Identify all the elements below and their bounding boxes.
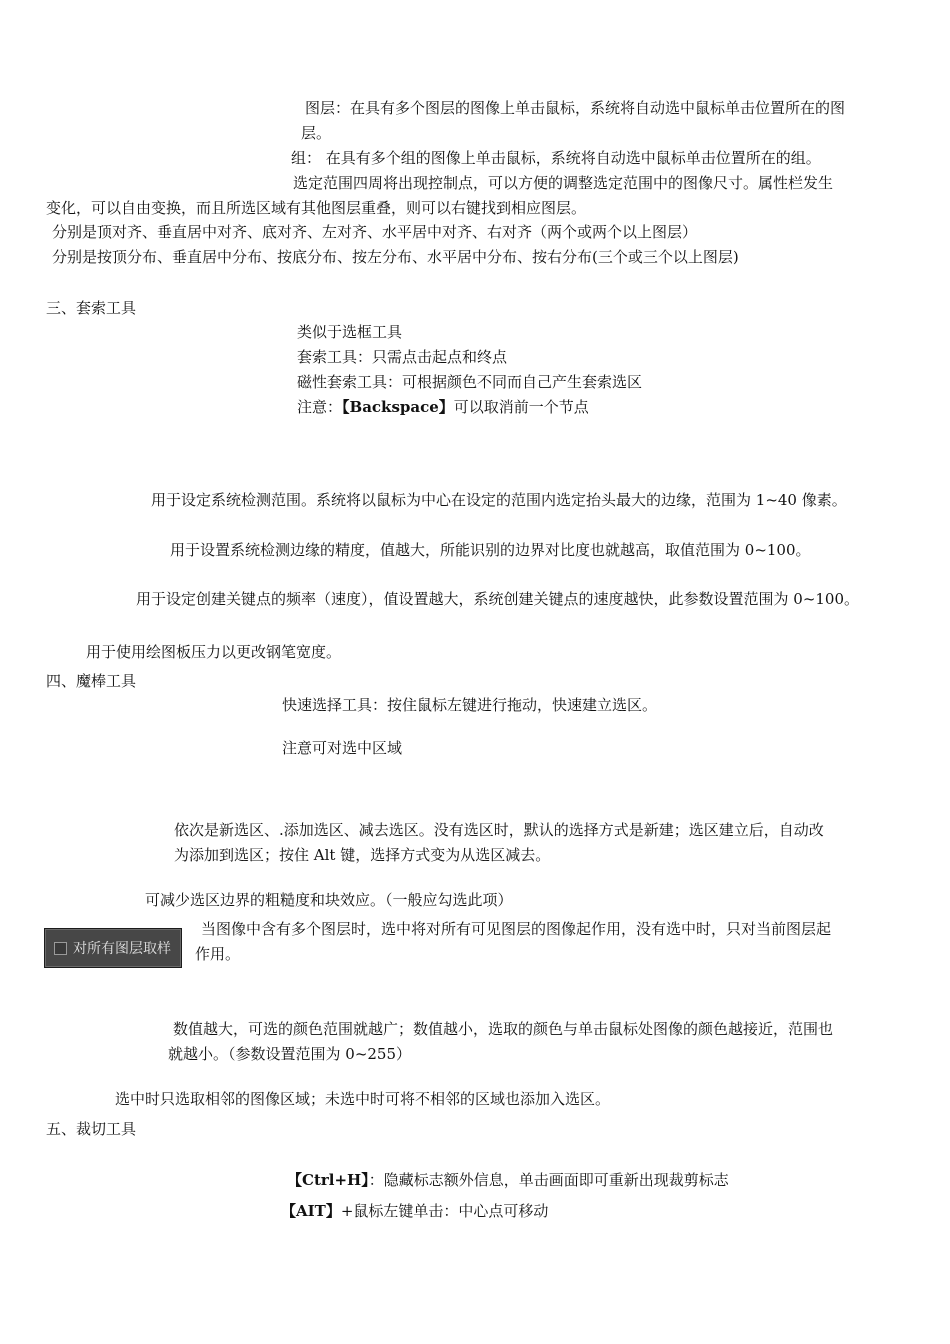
alt-key: 【AIT】 xyxy=(281,1202,341,1220)
alt-description: +鼠标左键单击：中心点可移动 xyxy=(340,1202,549,1220)
width-description: 用于设定系统检测范围。系统将以鼠标为中心在设定的范围内选定抬头最大的边缘，范围为 1~40 像素。 xyxy=(151,491,847,509)
transform-controls-text-line1: 选定范围四周将出现控制点，可以方便的调整选定范围中的图像尺寸。属性栏发生 xyxy=(293,174,834,192)
lasso-section-heading: 三、套索工具 xyxy=(46,299,137,317)
backspace-note-suffix: 可以取消前一个节点 xyxy=(453,398,589,416)
sample-all-layers-checkbox[interactable] xyxy=(44,928,182,968)
transform-controls-text-line2: 变化，可以自由变换，而且所选区域有其他图层重叠，则可以右键找到相应图层。 xyxy=(46,199,587,217)
sample-all-layers-text-line2: 作用。 xyxy=(195,945,241,963)
backspace-note xyxy=(297,397,589,417)
lasso-similar-text: 类似于选框工具 xyxy=(297,323,403,341)
ctrl-h-shortcut-text xyxy=(287,1170,729,1190)
magic-wand-section-heading: 四、魔棒工具 xyxy=(46,672,137,690)
ctrl-h-description: ：隐藏标志额外信息，单击画面即可重新出现裁剪标志 xyxy=(368,1171,729,1189)
backspace-key: 【Backspace】 xyxy=(342,398,454,416)
group-option-text: 组： 在具有多个组的图像上单击鼠标，系统将自动选中鼠标单击位置所在的组。 xyxy=(291,149,821,167)
align-options-text: 分别是顶对齐、垂直居中对齐、底对齐、左对齐、水平居中对齐、右对齐（两个或两个以上图层） xyxy=(52,223,698,241)
distribute-options-text: 分别是按顶分布、垂直居中分布、按底分布、按左分布、水平居中分布、按右分布(三个或三个以上图层) xyxy=(52,248,739,266)
sample-all-layers-label: 对所有图层取样 xyxy=(73,941,171,957)
layer-option-text-line1: 图层：在具有多个图层的图像上单击鼠标，系统将自动选中鼠标单击位置所在的图 xyxy=(305,99,846,117)
ctrl-h-key: 【Ctrl+H】 xyxy=(287,1171,369,1189)
backspace-note-prefix: 注意： xyxy=(297,398,343,416)
selection-modes-text-line1: 依次是新选区、.添加选区、减去选区。没有选区时，默认的选择方式是新建；选区建立后，自动改 xyxy=(174,821,824,839)
tolerance-description-line1: 数值越大，可选的颜色范围就越广；数值越小，选取的颜色与单击鼠标处图像的颜色越接近，范围也 xyxy=(173,1020,834,1038)
tolerance-description-line2: 就越小。（参数设置范围为 0~255） xyxy=(168,1045,412,1063)
selection-modes-text-line2: 为添加到选区；按住 Alt 键，选择方式变为从选区减去。 xyxy=(174,846,551,864)
quick-selection-note: 注意可对选中区域 xyxy=(282,739,403,757)
crop-section-heading: 五、裁切工具 xyxy=(46,1120,137,1138)
alt-shortcut-text xyxy=(281,1201,548,1221)
contiguous-description: 选中时只选取相邻的图像区域；未选中时可将不相邻的区域也添加入选区。 xyxy=(115,1090,611,1108)
magnetic-lasso-text: 磁性套索工具：可根据颜色不同而自己产生套索选区 xyxy=(297,373,643,391)
checkbox-box-icon[interactable] xyxy=(54,942,67,955)
layer-option-text-line2: 层。 xyxy=(301,124,332,142)
antialias-description: 可减少选区边界的粗糙度和块效应。（一般应勾选此项） xyxy=(145,891,513,909)
frequency-description: 用于设定创建关键点的频率（速度），值设置越大，系统创建关键点的速度越快，此参数设置范围为 0~100。 xyxy=(136,590,860,608)
contrast-description: 用于设置系统检测边缘的精度，值越大，所能识别的边界对比度也就越高，取值范围为 0~100。 xyxy=(170,541,811,559)
pen-pressure-description: 用于使用绘图板压力以更改钢笔宽度。 xyxy=(86,643,342,661)
quick-selection-text: 快速选择工具：按住鼠标左键进行拖动，快速建立选区。 xyxy=(282,696,658,714)
sample-all-layers-text-line1: 当图像中含有多个图层时，选中将对所有可见图层的图像起作用，没有选中时，只对当前图层起 xyxy=(201,920,832,938)
lasso-tool-text: 套索工具：只需点击起点和终点 xyxy=(297,348,508,366)
